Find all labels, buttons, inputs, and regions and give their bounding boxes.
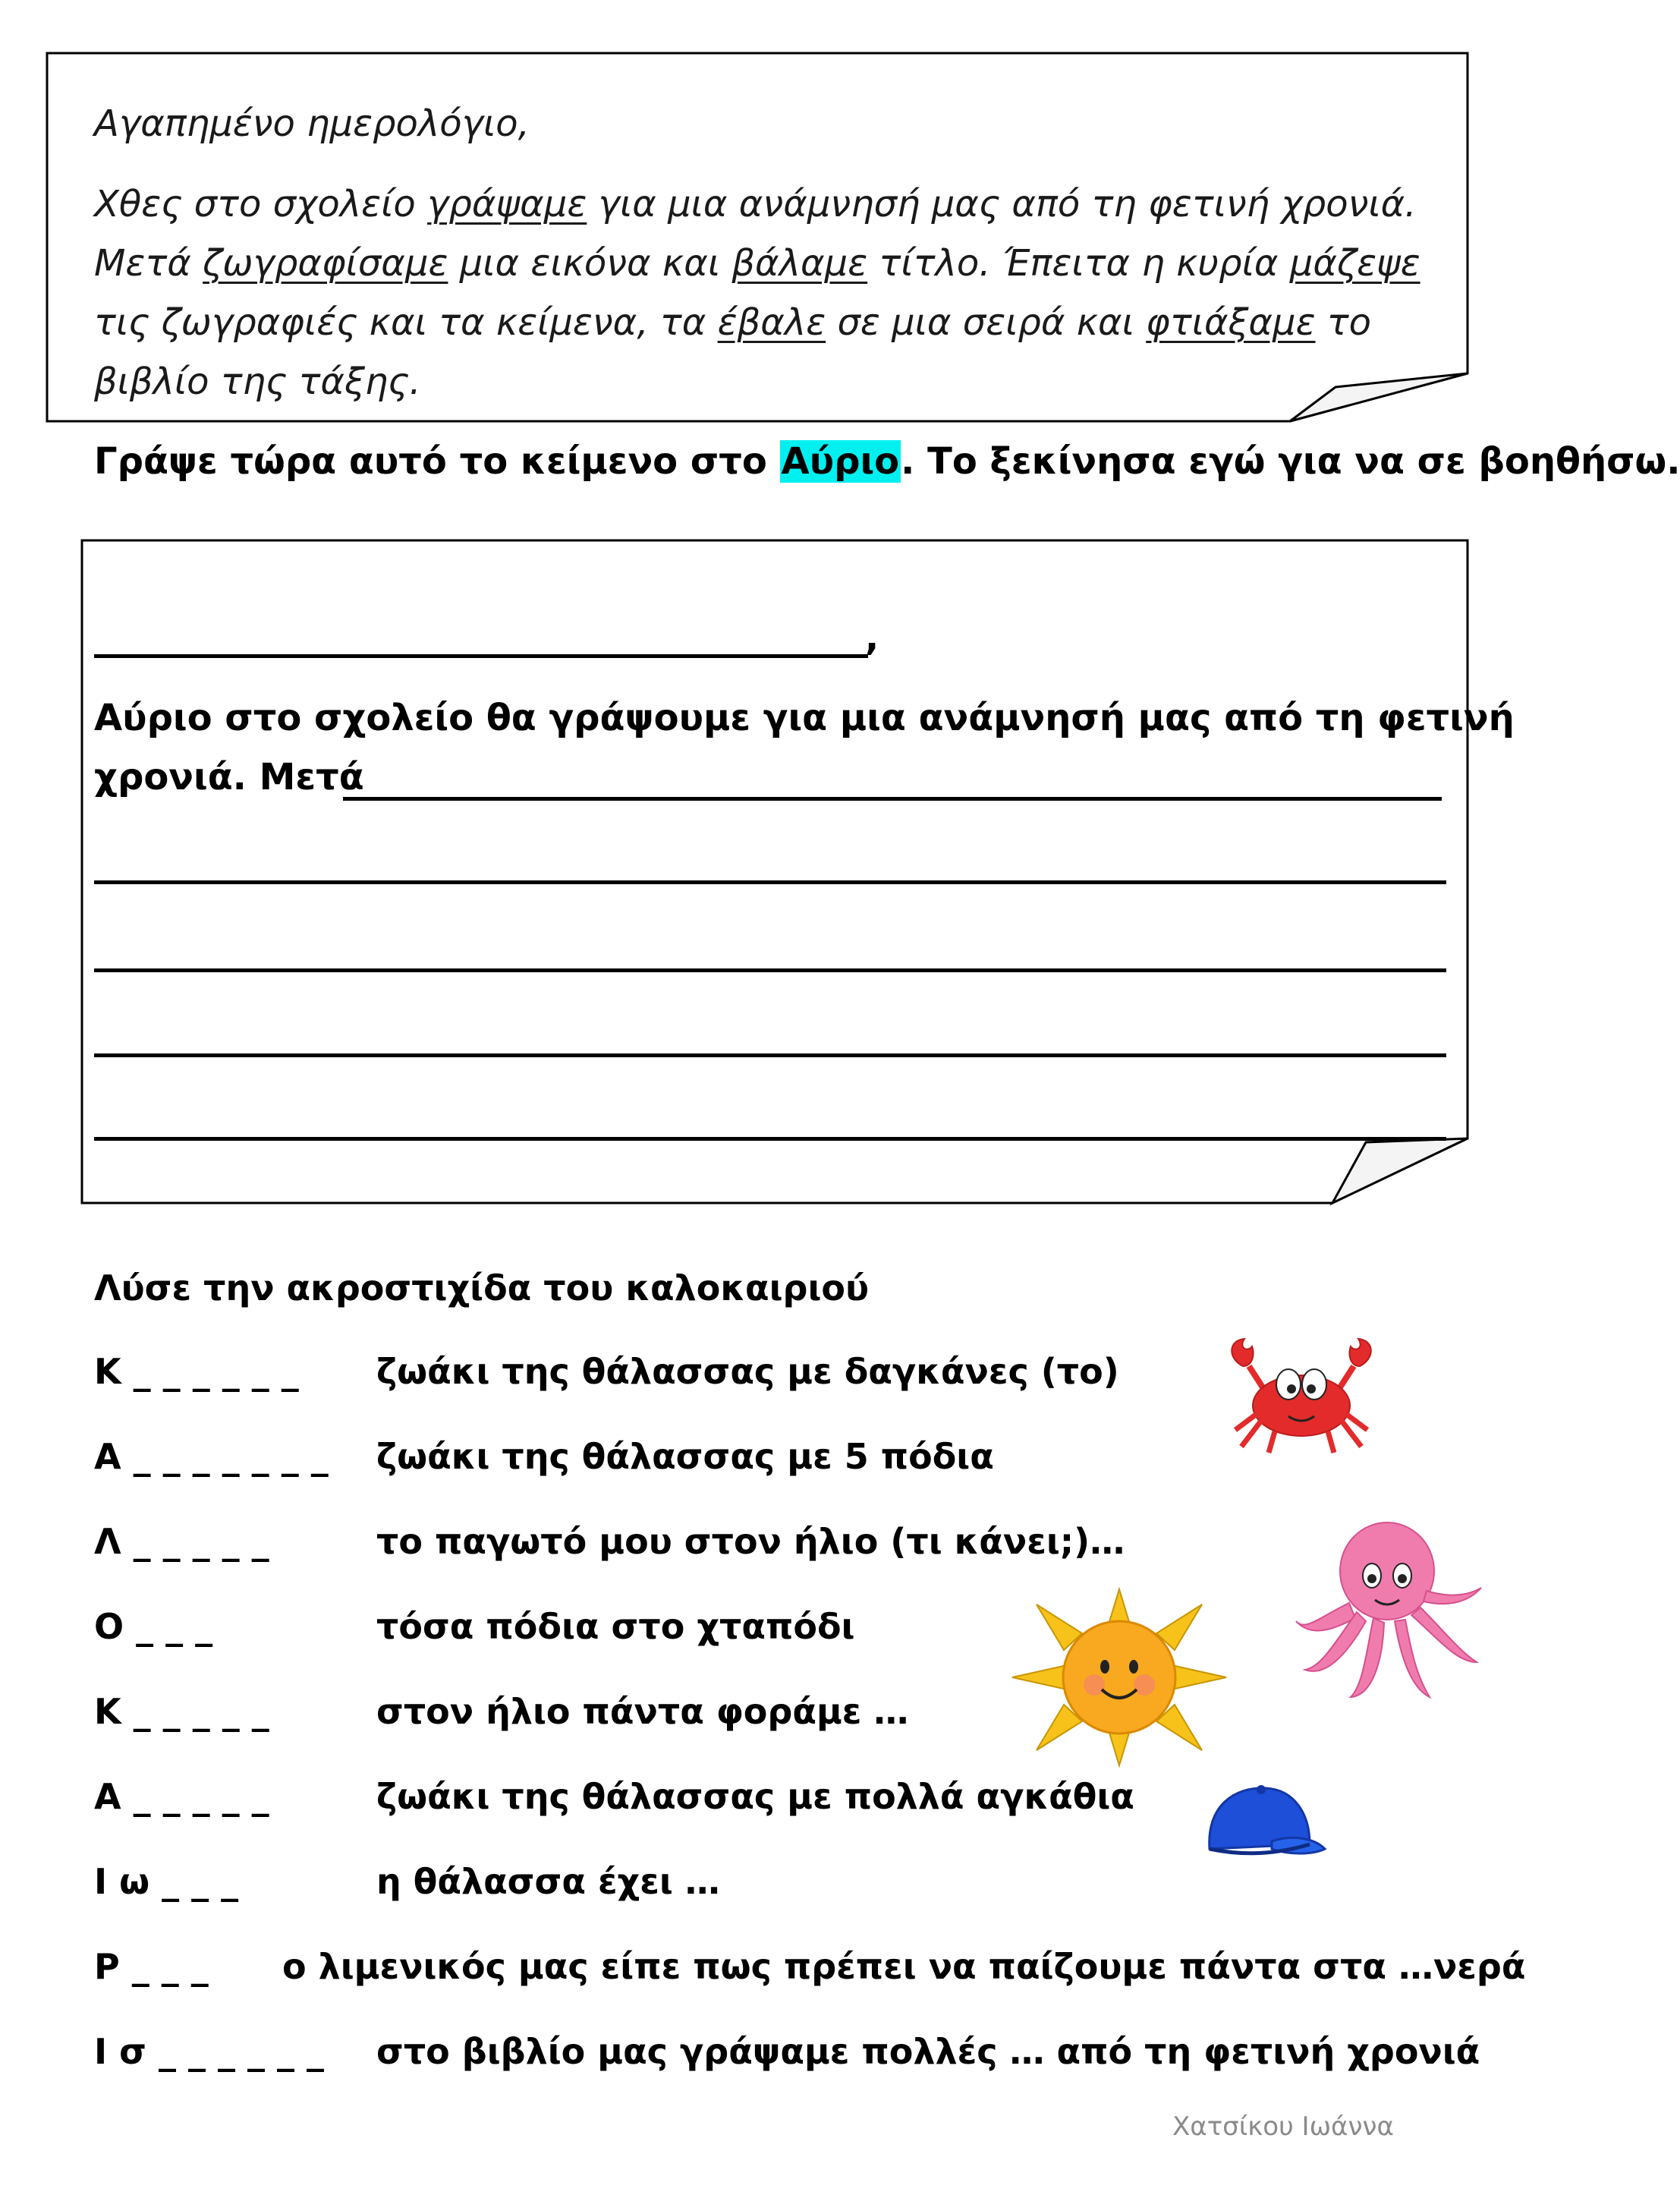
sun-icon xyxy=(1009,1586,1229,1768)
crab-icon xyxy=(1222,1336,1381,1457)
diary-body: Χθες στο σχολείο γράψαμε για μια ανάμνησή μας από τη φετινή χρονιά. Μετά ζωγραφίσαμε μια εικόνα και βάλαμε τίτλο. Έπειτα η κυρία μάζεψε τις ζωγραφιές και τα κείμενα, τα έβαλε σε μια σειρά και φτιάξαμε το βιβλίο της τάξης. xyxy=(94,183,1420,403)
acrostic-lead[interactable]: Α _ _ _ _ _ _ _ xyxy=(94,1436,329,1477)
diary-text xyxy=(94,94,1452,411)
answer-line-1: Αύριο στο σχολείο θα γράψουμε για μια ανάμνησή μας από τη φετινή xyxy=(94,697,1515,739)
acrostic-lead[interactable]: Ι ω _ _ _ xyxy=(94,1861,239,1902)
instruction: Γράψε τώρα αυτό το κείμενο στο Αύριο. Το ξεκίνησα εγώ για να σε βοηθήσω. xyxy=(94,440,1680,483)
acrostic-lead[interactable]: Α _ _ _ _ _ xyxy=(94,1776,269,1817)
acrostic-lead[interactable]: Ι σ _ _ _ _ _ _ xyxy=(94,2031,325,2072)
acrostic-clue: στο βιβλίο μας γράψαμε πολλές … από τη φετινή χρονιά xyxy=(376,2031,1480,2072)
blank-line[interactable] xyxy=(94,1137,1446,1141)
underlined-verb: έβαλε xyxy=(717,301,826,344)
underlined-verb: βάλαμε xyxy=(731,242,868,285)
acrostic-title: Λύσε την ακροστιχίδα του καλοκαιριού xyxy=(94,1267,870,1308)
acrostic-clue: το παγωτό μου στον ήλιο (τι κάνει;)… xyxy=(376,1521,1125,1562)
answer-line-2: χρονιά. Μετά xyxy=(94,756,364,798)
blank-line[interactable] xyxy=(343,797,1442,801)
acrostic-clue: ζωάκι της θάλασσας με 5 πόδια xyxy=(376,1436,994,1477)
blank-line[interactable] xyxy=(94,1053,1446,1057)
acrostic-clue: ζωάκι της θάλασσας με δαγκάνες (το) xyxy=(376,1351,1119,1392)
blank-line[interactable] xyxy=(94,880,1446,884)
highlight-word: Αύριο xyxy=(781,440,900,483)
greeting-comma: , xyxy=(865,616,879,659)
underlined-verb: γράψαμε xyxy=(426,183,587,225)
underlined-verb: φτιάξαμε xyxy=(1146,301,1316,344)
answer-text xyxy=(94,697,1515,739)
acrostic-lead[interactable]: Ο _ _ _ xyxy=(94,1606,213,1647)
blank-greeting-line[interactable] xyxy=(94,654,868,658)
octopus-icon xyxy=(1290,1518,1487,1708)
acrostic-lead[interactable]: Κ _ _ _ _ _ _ xyxy=(94,1351,299,1392)
cap-icon xyxy=(1199,1776,1328,1875)
acrostic-clue: στον ήλιο πάντα φοράμε … xyxy=(376,1691,909,1732)
underlined-verb: μάζεψε xyxy=(1289,242,1420,285)
acrostic-lead[interactable]: Κ _ _ _ _ _ xyxy=(94,1691,269,1732)
acrostic-clue: η θάλασσα έχει … xyxy=(376,1861,720,1902)
diary-greeting: Αγαπημένο ημερολόγιο, xyxy=(94,102,530,145)
acrostic-clue: ο λιμενικός μας είπε πως πρέπει να παίζουμε πάντα στα …νερά xyxy=(282,1946,1526,1987)
author-signature: Χατσίκου Ιωάννα xyxy=(1172,2111,1394,2142)
acrostic-clue: ζωάκι της θάλασσας με πολλά αγκάθια xyxy=(376,1776,1134,1817)
acrostic-clue: τόσα πόδια στο χταπόδι xyxy=(376,1606,855,1647)
blank-line[interactable] xyxy=(94,968,1446,972)
acrostic-lead[interactable]: Ρ _ _ _ xyxy=(94,1946,209,1987)
underlined-verb: ζωγραφίσαμε xyxy=(203,242,448,285)
acrostic-lead[interactable]: Λ _ _ _ _ _ xyxy=(94,1521,269,1562)
